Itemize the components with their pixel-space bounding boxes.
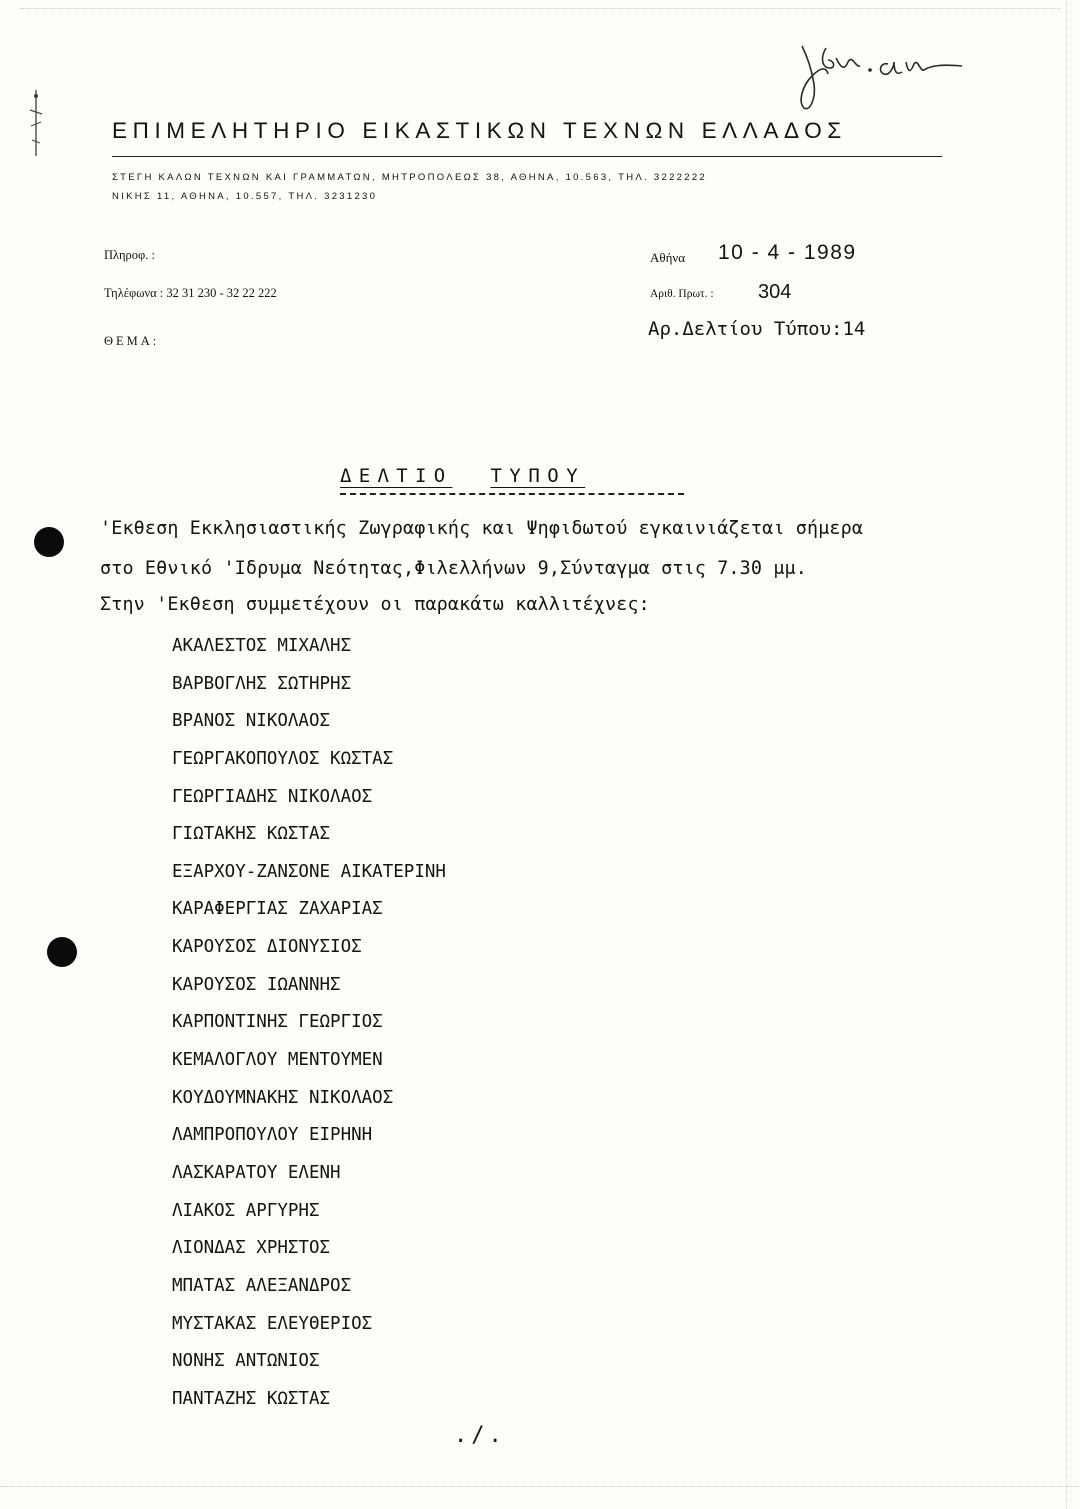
list-item: ΓΕΩΡΓΑΚΟΠΟΥΛΟΣ ΚΩΣΤΑΣ — [172, 748, 394, 769]
letterhead-rule — [112, 156, 942, 157]
list-item: ΚΑΡΑΦΕΡΓΙΑΣ ΖΑΧΑΡΙΑΣ — [172, 899, 383, 920]
list-item: ΓΕΩΡΓΙΑΔΗΣ ΝΙΚΟΛΑΟΣ — [172, 786, 373, 807]
artist-list — [172, 628, 446, 1418]
phones-label: Τηλέφωνα : 32 31 230 - 32 22 222 — [104, 286, 277, 300]
scan-edge-right — [1066, 0, 1067, 1509]
punch-hole — [34, 527, 64, 557]
heading-word-1: ΔΕΛΤΙΟ — [340, 465, 453, 487]
organization-title: ΕΠΙΜΕΛΗΤΗΡΙΟ ΕΙΚΑΣΤΙΚΩΝ ΤΕΧΝΩΝ ΕΛΛΑΔΟΣ — [112, 118, 847, 143]
handwritten-note — [790, 38, 970, 118]
list-item: ΑΚΑΛΕΣΤΟΣ ΜΙΧΑΛΗΣ — [172, 636, 352, 656]
subject-label: ΘΕΜΑ: — [104, 334, 160, 348]
list-item: ΛΑΜΠΡΟΠΟΥΛΟΥ ΕΙΡΗΝΗ — [172, 1125, 373, 1146]
binder-mark — [26, 88, 48, 158]
press-release-heading — [340, 465, 585, 487]
address-line-1: ΣΤΕΓΗ ΚΑΛΩΝ ΤΕΧΝΩΝ ΚΑΙ ΓΡΑΜΜΑΤΩΝ, ΜΗΤΡΟΠΟΛΕΩΣ 38, ΑΘΗΝΑ, 10.563, ΤΗΛ. 3222222 — [112, 172, 708, 183]
body-line-3: Στην 'Εκθεση συμμετέχουν οι παρακάτω καλλιτέχνες: — [100, 594, 650, 615]
body-line-2: στο Εθνικό 'Ιδρυμα Νεότητας,Φιλελλήνων 9,Σύνταγμα στις 7.30 μμ. — [100, 558, 807, 579]
list-item: ΚΕΜΑΛΟΓΛΟΥ ΜΕΝΤΟΥΜΕΝ — [172, 1050, 383, 1071]
heading-dashed-rule — [340, 493, 684, 495]
list-item: ΜΥΣΤΑΚΑΣ ΕΛΕΥΘΕΡΙΟΣ — [172, 1313, 373, 1334]
body-line-1: 'Εκθεση Εκκλησιαστικής Ζωγραφικής και Ψηφιδωτού εγκαινιάζεται σήμερα — [100, 518, 864, 539]
list-item: ΒΑΡΒΟΓΛΗΣ ΣΩΤΗΡΗΣ — [172, 673, 352, 694]
list-item: ΚΑΡΠΟΝΤΙΝΗΣ ΓΕΩΡΓΙΟΣ — [172, 1012, 383, 1033]
continuation-mark: ./. — [454, 1423, 506, 1448]
date-value: 10 - 4 - 1989 — [718, 241, 857, 264]
scan-edge-top — [20, 8, 1060, 9]
punch-hole — [47, 937, 77, 967]
protocol-label: Αριθ. Πρωτ. : — [650, 288, 714, 300]
scan-edge-bottom — [0, 1486, 1080, 1487]
protocol-value: 304 — [758, 281, 792, 303]
address-line-2: ΝΙΚΗΣ 11, ΑΘΗΝΑ, 10.557, ΤΗΛ. 3231230 — [112, 191, 378, 202]
press-release-number: Αρ.Δελτίου Τύπου:14 — [648, 318, 866, 340]
list-item: ΛΙΑΚΟΣ ΑΡΓΥΡΗΣ — [172, 1200, 320, 1221]
list-item: ΕΞΑΡΧΟΥ-ΖΑΝΣΟΝΕ ΑΙΚΑΤΕΡΙΝΗ — [172, 861, 446, 882]
list-item: ΚΟΥΔΟΥΜΝΑΚΗΣ ΝΙΚΟΛΑΟΣ — [172, 1087, 394, 1108]
city-label: Αθήνα — [650, 250, 686, 265]
list-item: ΜΠΑΤΑΣ ΑΛΕΞΑΝΔΡΟΣ — [172, 1275, 352, 1296]
list-item: ΠΑΝΤΑΖΗΣ ΚΩΣΤΑΣ — [172, 1388, 331, 1409]
list-item: ΒΡΑΝΟΣ ΝΙΚΟΛΑΟΣ — [172, 711, 331, 732]
information-label: Πληροφ. : — [104, 248, 155, 262]
list-item: ΚΑΡΟΥΣΟΣ ΔΙΟΝΥΣΙΟΣ — [172, 937, 362, 958]
heading-word-2: ΤΥΠΟΥ — [490, 465, 586, 487]
list-item: ΛΙΟΝΔΑΣ ΧΡΗΣΤΟΣ — [172, 1238, 331, 1259]
list-item: ΛΑΣΚΑΡΑΤΟΥ ΕΛΕΝΗ — [172, 1162, 341, 1183]
list-item: ΓΙΩΤΑΚΗΣ ΚΩΣΤΑΣ — [172, 824, 331, 845]
list-item: ΚΑΡΟΥΣΟΣ ΙΩΑΝΝΗΣ — [172, 974, 341, 995]
list-item: ΝΟΝΗΣ ΑΝΤΩΝΙΟΣ — [172, 1351, 320, 1372]
